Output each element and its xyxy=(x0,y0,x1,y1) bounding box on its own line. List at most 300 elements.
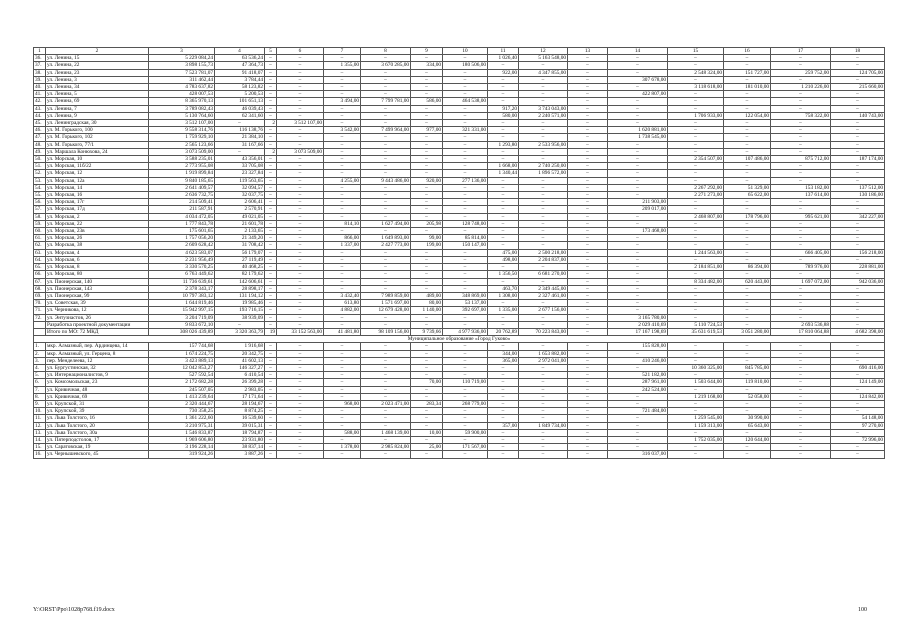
value-cell: – xyxy=(324,256,361,263)
value-cell: – xyxy=(324,199,361,206)
value-cell: 1 361 222,60 xyxy=(149,415,215,422)
table-row xyxy=(34,156,885,163)
table-row xyxy=(34,55,885,62)
value-cell: 5 130 764,60 xyxy=(149,112,215,119)
value-cell: – xyxy=(411,199,443,206)
value-cell: 2 533 956,00 xyxy=(519,141,568,148)
value-cell: – xyxy=(324,69,361,76)
value-cell: – xyxy=(277,400,324,407)
value-cell: – xyxy=(831,372,885,379)
value-cell: – xyxy=(277,300,324,307)
row-number-cell: 52. xyxy=(34,170,46,177)
value-cell: – xyxy=(771,314,831,321)
value-cell: – xyxy=(324,271,361,278)
row-number-cell: 39. xyxy=(34,76,46,83)
value-cell: 1 668,00 xyxy=(488,163,519,170)
value-cell: 21 384,10 xyxy=(215,134,265,141)
value-cell: – xyxy=(568,256,608,263)
value-cell: 9 xyxy=(411,48,443,55)
value-cell: – xyxy=(277,220,324,227)
value-cell: – xyxy=(277,415,324,422)
value-cell: – xyxy=(568,379,608,386)
value-cell: – xyxy=(608,393,668,400)
value-cell: 2 468 807,00 xyxy=(668,213,724,220)
value-cell: – xyxy=(568,436,608,443)
value-cell: – xyxy=(724,242,771,249)
value-cell: 62 341,60 xyxy=(215,112,265,119)
value-cell: 47 364,73 xyxy=(215,62,265,69)
value-cell: – xyxy=(608,400,668,407)
value-cell: – xyxy=(608,350,668,357)
value-cell: 968,00 xyxy=(324,400,361,407)
value-cell: – xyxy=(324,364,361,371)
table-row xyxy=(34,62,885,69)
value-cell: – xyxy=(568,98,608,105)
value-cell: 27 119,49 xyxy=(215,256,265,263)
value-cell: 40 468,25 xyxy=(215,264,265,271)
value-cell: – xyxy=(771,364,831,371)
value-cell: 10 360 325,00 xyxy=(668,364,724,371)
value-cell: 2 693 536,88 xyxy=(771,321,831,328)
value-cell: – xyxy=(831,292,885,299)
value-cell: 588,00 xyxy=(324,429,361,436)
value-cell: – xyxy=(568,300,608,307)
value-cell: 65 622,00 xyxy=(724,192,771,199)
value-cell: – xyxy=(411,170,443,177)
value-cell: – xyxy=(443,148,488,155)
row-number-cell: 6. xyxy=(34,379,46,386)
address-cell: ул. Ленинградская, 30 xyxy=(46,120,149,127)
value-cell: – xyxy=(724,141,771,148)
value-cell: – xyxy=(277,444,324,451)
value-cell: – xyxy=(831,242,885,249)
value-cell: – xyxy=(519,451,568,458)
address-cell: ул. Пионерская, 143 xyxy=(46,285,149,292)
address-cell: ул. Морская, 6 xyxy=(46,256,149,263)
value-cell: 2 609 628,42 xyxy=(149,242,215,249)
value-cell: – xyxy=(488,386,519,393)
value-cell: – xyxy=(608,242,668,249)
row-number-cell xyxy=(34,328,46,335)
table-row xyxy=(34,357,885,364)
value-cell: – xyxy=(411,415,443,422)
row-number-cell: 5. xyxy=(34,372,46,379)
value-cell: – xyxy=(488,278,519,285)
value-cell: – xyxy=(411,184,443,191)
value-cell: – xyxy=(488,242,519,249)
value-cell: – xyxy=(411,321,443,328)
address-cell: ул. Черникова, 12 xyxy=(46,307,149,314)
value-cell: – xyxy=(608,192,668,199)
table-row xyxy=(34,134,885,141)
value-cell: – xyxy=(831,386,885,393)
value-cell: 1 896 572,00 xyxy=(519,170,568,177)
value-cell: – xyxy=(771,444,831,451)
value-cell: – xyxy=(411,357,443,364)
value-cell: 1 777 843,78 xyxy=(149,220,215,227)
value-cell: – xyxy=(668,170,724,177)
value-cell: – xyxy=(411,372,443,379)
value-cell: 4 347 855,00 xyxy=(519,69,568,76)
value-cell: – xyxy=(668,91,724,98)
value-cell: – xyxy=(265,141,277,148)
value-cell: – xyxy=(668,400,724,407)
value-cell: 2 xyxy=(265,120,277,127)
value-cell: 348 869,00 xyxy=(443,292,488,299)
value-cell: 4 xyxy=(215,48,265,55)
value-cell: – xyxy=(361,184,411,191)
value-cell: 142 606,61 xyxy=(215,278,265,285)
value-cell: – xyxy=(724,148,771,155)
value-cell: – xyxy=(488,228,519,235)
table-row xyxy=(34,372,885,379)
value-cell: 2 548 324,00 xyxy=(668,69,724,76)
value-cell: 23 931,80 xyxy=(215,436,265,443)
value-cell: – xyxy=(519,76,568,83)
value-cell: – xyxy=(568,112,608,119)
address-cell: ул. Кривичная, 48 xyxy=(46,386,149,393)
value-cell: – xyxy=(608,292,668,299)
value-cell: 56 179,07 xyxy=(215,249,265,256)
value-cell: – xyxy=(277,321,324,328)
value-cell: – xyxy=(277,170,324,177)
value-cell: 28 898,17 xyxy=(215,285,265,292)
value-cell: – xyxy=(488,76,519,83)
value-cell: 977,00 xyxy=(411,127,443,134)
table-row xyxy=(34,184,885,191)
value-cell: – xyxy=(519,134,568,141)
value-cell: – xyxy=(277,386,324,393)
table-row xyxy=(34,386,885,393)
value-cell: – xyxy=(608,220,668,227)
value-cell: – xyxy=(443,314,488,321)
value-cell: – xyxy=(277,350,324,357)
value-cell: – xyxy=(277,393,324,400)
value-cell: 1 159 313,00 xyxy=(668,422,724,429)
value-cell: – xyxy=(519,400,568,407)
value-cell: 316 037,00 xyxy=(608,451,668,458)
value-cell: – xyxy=(668,98,724,105)
value-cell: – xyxy=(411,112,443,119)
value-cell: – xyxy=(265,343,277,350)
value-cell: – xyxy=(488,400,519,407)
row-number-cell: 44. xyxy=(34,112,46,119)
value-cell: – xyxy=(277,242,324,249)
value-cell: – xyxy=(443,55,488,62)
value-cell: – xyxy=(324,321,361,328)
value-cell: – xyxy=(831,206,885,213)
table-row xyxy=(34,69,885,76)
value-cell: – xyxy=(488,177,519,184)
value-cell: – xyxy=(668,127,724,134)
value-cell: – xyxy=(568,199,608,206)
value-cell: 1 026,40 xyxy=(488,55,519,62)
value-cell: 3 743 043,00 xyxy=(519,105,568,112)
value-cell: 3 165 780,00 xyxy=(608,314,668,321)
value-cell: 4 034 472,05 xyxy=(149,213,215,220)
value-cell: 20 342,75 xyxy=(215,350,265,357)
value-cell: 334,00 xyxy=(411,62,443,69)
value-cell: 2 427 773,00 xyxy=(361,242,411,249)
value-cell: 1 757 056,20 xyxy=(149,235,215,242)
value-cell: – xyxy=(608,163,668,170)
value-cell: – xyxy=(519,98,568,105)
value-cell: 3 423 889,13 xyxy=(149,357,215,364)
value-cell: – xyxy=(831,148,885,155)
value-cell: – xyxy=(488,62,519,69)
value-cell: 63 536,24 xyxy=(215,55,265,62)
value-cell: 150 147,00 xyxy=(443,242,488,249)
value-cell: – xyxy=(265,436,277,443)
value-cell: – xyxy=(215,120,265,127)
value-cell: 43 356,01 xyxy=(215,156,265,163)
value-cell: 1 308,00 xyxy=(488,292,519,299)
value-cell: 11 xyxy=(488,48,519,55)
value-cell: 3 542,00 xyxy=(324,127,361,134)
value-cell: – xyxy=(771,422,831,429)
value-cell: – xyxy=(724,292,771,299)
value-cell: 463,70 xyxy=(488,285,519,292)
row-number-cell: 51. xyxy=(34,163,46,170)
value-cell: – xyxy=(831,400,885,407)
value-cell: 151 727,00 xyxy=(724,69,771,76)
value-cell: – xyxy=(324,120,361,127)
address-cell: Разработка проектной документации xyxy=(46,321,149,328)
value-cell: – xyxy=(443,408,488,415)
value-cell: – xyxy=(724,357,771,364)
value-cell: – xyxy=(265,451,277,458)
value-cell: – xyxy=(668,220,724,227)
value-cell: 7 xyxy=(324,48,361,55)
table-row xyxy=(34,84,885,91)
value-cell: – xyxy=(265,84,277,91)
value-cell: – xyxy=(361,372,411,379)
table-row xyxy=(34,256,885,263)
value-cell: 1 752 035,00 xyxy=(668,436,724,443)
value-cell: 995 621,00 xyxy=(771,213,831,220)
value-cell: – xyxy=(771,429,831,436)
value-cell: – xyxy=(771,220,831,227)
value-cell: – xyxy=(488,199,519,206)
address-cell: ул. Морская, 8 xyxy=(46,264,149,271)
value-cell: 86 394,00 xyxy=(724,264,771,271)
value-cell: 789 976,00 xyxy=(771,264,831,271)
value-cell: – xyxy=(608,264,668,271)
value-cell: 9 833 672,10 xyxy=(149,321,215,328)
value-cell: 283,34 xyxy=(411,400,443,407)
value-cell: – xyxy=(443,436,488,443)
value-cell: – xyxy=(668,256,724,263)
value-cell: 15 942 997,15 xyxy=(149,307,215,314)
value-cell: – xyxy=(668,350,724,357)
address-cell: ул. Морская, 17г xyxy=(46,199,149,206)
value-cell: – xyxy=(724,62,771,69)
value-cell: – xyxy=(488,192,519,199)
row-number-cell: 69. xyxy=(34,292,46,299)
value-cell: – xyxy=(568,393,608,400)
row-number-cell xyxy=(34,321,46,328)
value-cell: – xyxy=(608,170,668,177)
value-cell: 1 413 239,64 xyxy=(149,393,215,400)
table-row xyxy=(34,451,885,458)
address-cell: ул. Ленина, 15 xyxy=(46,55,149,62)
value-cell: – xyxy=(361,112,411,119)
address-cell: ул. Морская, 12а xyxy=(46,177,149,184)
value-cell: 1 706 933,00 xyxy=(668,112,724,119)
value-cell: – xyxy=(771,91,831,98)
value-cell: 4 255,00 xyxy=(324,177,361,184)
value-cell: – xyxy=(771,105,831,112)
value-cell: – xyxy=(724,199,771,206)
row-number-cell: 61. xyxy=(34,235,46,242)
row-number-cell: 1 xyxy=(34,48,46,55)
value-cell: – xyxy=(324,170,361,177)
value-cell: – xyxy=(771,343,831,350)
value-cell: 38 837,14 xyxy=(215,444,265,451)
address-cell: Итого по МО: 72 МКД xyxy=(46,328,149,335)
value-cell: 228 881,00 xyxy=(831,264,885,271)
value-cell: 357,00 xyxy=(488,422,519,429)
value-cell: – xyxy=(568,69,608,76)
row-number-cell: 55. xyxy=(34,192,46,199)
value-cell: 2 773 955,08 xyxy=(149,163,215,170)
address-cell: ул. Морская, 11б/22 xyxy=(46,163,149,170)
value-cell: 3 118 618,00 xyxy=(668,84,724,91)
value-cell: – xyxy=(668,451,724,458)
value-cell: – xyxy=(443,206,488,213)
table-row xyxy=(34,199,885,206)
value-cell: – xyxy=(724,98,771,105)
value-cell: – xyxy=(608,141,668,148)
value-cell: – xyxy=(411,256,443,263)
value-cell: 2 500 218,00 xyxy=(519,249,568,256)
value-cell: – xyxy=(568,249,608,256)
value-cell: – xyxy=(608,364,668,371)
row-number-cell: 43. xyxy=(34,105,46,112)
row-number-cell: 62. xyxy=(34,242,46,249)
value-cell: 1 546 833,87 xyxy=(149,429,215,436)
value-cell: 110 719,00 xyxy=(443,379,488,386)
value-cell: – xyxy=(265,242,277,249)
value-cell: 99,00 xyxy=(411,235,443,242)
value-cell: – xyxy=(277,364,324,371)
value-cell: – xyxy=(568,364,608,371)
address-cell: ул. Морская, 23в xyxy=(46,228,149,235)
address-cell: ул. М. Горького, 100 xyxy=(46,127,149,134)
value-cell: – xyxy=(443,422,488,429)
value-cell: – xyxy=(488,393,519,400)
value-cell: – xyxy=(411,249,443,256)
value-cell: – xyxy=(411,451,443,458)
value-cell: – xyxy=(724,249,771,256)
value-cell: 15 xyxy=(668,48,724,55)
value-cell: – xyxy=(771,451,831,458)
value-cell: – xyxy=(771,350,831,357)
value-cell: 98 109 156,00 xyxy=(361,328,411,335)
value-cell: – xyxy=(568,408,608,415)
value-cell: 209 017,00 xyxy=(608,206,668,213)
value-cell: 6 681 270,00 xyxy=(519,271,568,278)
value-cell: – xyxy=(568,422,608,429)
address-cell: ул. Пятерподстолов, 17 xyxy=(46,436,149,443)
value-cell: – xyxy=(668,408,724,415)
value-cell: – xyxy=(568,105,608,112)
value-cell: – xyxy=(265,228,277,235)
table-row xyxy=(34,163,885,170)
table-row xyxy=(34,321,885,328)
value-cell: – xyxy=(361,120,411,127)
value-cell: – xyxy=(277,271,324,278)
value-cell: – xyxy=(724,76,771,83)
value-cell: 2 677 156,00 xyxy=(519,307,568,314)
value-cell: 917,20 xyxy=(488,105,519,112)
value-cell: – xyxy=(411,141,443,148)
value-cell: 3 898 155,73 xyxy=(149,62,215,69)
value-cell: 171 567,00 xyxy=(443,444,488,451)
value-cell: – xyxy=(443,184,488,191)
value-cell: – xyxy=(361,321,411,328)
value-cell: – xyxy=(488,451,519,458)
value-cell: – xyxy=(361,148,411,155)
address-cell: ул. Ленина, 5 xyxy=(46,91,149,98)
value-cell: – xyxy=(361,408,411,415)
address-cell: ул. Чернышевского, 45 xyxy=(46,451,149,458)
value-cell: 7 989 859,00 xyxy=(361,292,411,299)
address-cell: ул. Морская, 38 xyxy=(46,242,149,249)
value-cell: – xyxy=(324,213,361,220)
value-cell: – xyxy=(361,134,411,141)
value-cell: – xyxy=(277,69,324,76)
value-cell: 410 246,00 xyxy=(608,357,668,364)
value-cell: 17 xyxy=(771,48,831,55)
value-cell: 1 210 226,00 xyxy=(771,84,831,91)
value-cell: 2 740 250,00 xyxy=(519,163,568,170)
value-cell: – xyxy=(324,156,361,163)
value-cell: 942 036,00 xyxy=(831,278,885,285)
row-number-cell: 9. xyxy=(34,400,46,407)
value-cell: – xyxy=(668,429,724,436)
value-cell: – xyxy=(277,55,324,62)
value-cell: 11 736 639,61 xyxy=(149,278,215,285)
value-cell: – xyxy=(361,163,411,170)
value-cell: – xyxy=(568,91,608,98)
value-cell: 3 196 228,14 xyxy=(149,444,215,451)
address-cell: ул. Крупской, 39 xyxy=(46,408,149,415)
value-cell: – xyxy=(568,156,608,163)
value-cell: – xyxy=(831,307,885,314)
value-cell: 70 223 843,00 xyxy=(519,328,568,335)
value-cell: – xyxy=(361,249,411,256)
value-cell: – xyxy=(771,55,831,62)
value-cell: 119 563,65 xyxy=(215,177,265,184)
value-cell: 245 507,05 xyxy=(149,386,215,393)
value-cell: 16 539,60 xyxy=(215,415,265,422)
value-cell: – xyxy=(324,55,361,62)
value-cell: 3 784,44 xyxy=(215,76,265,83)
row-number-cell: 41. xyxy=(34,91,46,98)
value-cell: – xyxy=(443,357,488,364)
value-cell: – xyxy=(411,213,443,220)
value-cell: – xyxy=(488,91,519,98)
value-cell: – xyxy=(771,357,831,364)
value-cell: – xyxy=(411,91,443,98)
value-cell: – xyxy=(324,386,361,393)
value-cell: – xyxy=(608,436,668,443)
value-cell: – xyxy=(668,444,724,451)
value-cell: – xyxy=(519,148,568,155)
value-cell: – xyxy=(277,436,324,443)
value-cell: 2 231 956,49 xyxy=(149,256,215,263)
